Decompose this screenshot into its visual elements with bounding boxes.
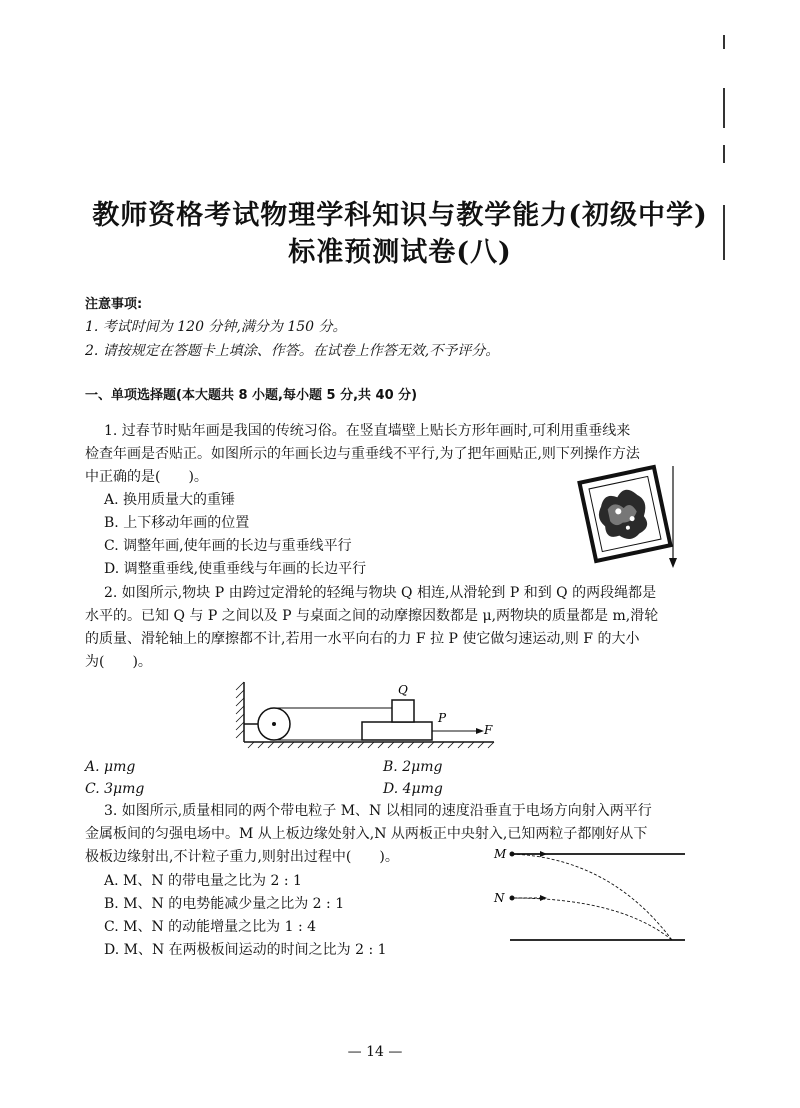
option-b: B. 上下移动年画的位置: [104, 515, 250, 531]
label-f: F: [484, 723, 493, 737]
scan-edge-mark: [723, 88, 725, 128]
option-c: C. 3μmg: [85, 781, 145, 797]
option-d: D. 4μmg: [383, 781, 443, 797]
parallel-plates-figure: [490, 840, 690, 946]
option-a: A. 换用质量大的重锤: [104, 492, 236, 508]
scan-edge-mark: [723, 145, 725, 163]
option-c: C. 调整年画,使年画的长边与重垂线平行: [104, 538, 352, 554]
page-title: 教师资格考试物理学科知识与教学能力(初级中学): [92, 200, 708, 231]
question-stem-line: 3. 如图所示,质量相同的两个带电粒子 M、N 以相同的速度沿垂直于电场方向射入两平行: [104, 803, 652, 819]
option-d: D. 调整重垂线,使重垂线与年画的长边平行: [104, 561, 367, 577]
option-b: B. M、N 的电势能减少量之比为 2 : 1: [104, 896, 345, 912]
question-stem-line: 水平的。已知 Q 与 P 之间以及 P 与桌面之间的动摩擦因数都是 μ,两物块的质量都是 m,滑轮: [85, 608, 659, 624]
question-stem-line: 的质量、滑轮轴上的摩擦都不计,若用一水平向右的力 F 拉 P 使它做匀速运动,则 F 的大小: [85, 631, 640, 647]
pulley-blocks-figure: [232, 678, 502, 750]
option-d: D. M、N 在两极板间运动的时间之比为 2 : 1: [104, 942, 387, 958]
page-number: — 14 —: [347, 1044, 403, 1060]
question-stem-line: 1. 过春节时贴年画是我国的传统习俗。在竖直墙壁上贴长方形年画时,可利用重垂线来: [104, 423, 631, 439]
question-stem-line: 检查年画是否贴正。如图所示的年画长边与重垂线不平行,为了把年画贴正,则下列操作方法: [85, 446, 640, 462]
label-q: Q: [398, 683, 408, 697]
question-stem-line: 为( )。: [85, 654, 152, 670]
question-stem-line: 2. 如图所示,物块 P 由跨过定滑轮的轻绳与物块 Q 相连,从滑轮到 P 和到 Q 的两段绳都是: [104, 585, 657, 601]
notice-item: 2. 请按规定在答题卡上填涂、作答。在试卷上作答无效,不予评分。: [85, 343, 500, 359]
notice-item: 1. 考试时间为 120 分钟,满分为 150 分。: [85, 319, 347, 335]
section-heading: 一、单项选择题(本大题共 8 小题,每小题 5 分,共 40 分): [85, 388, 418, 403]
option-c: C. M、N 的动能增量之比为 1 : 4: [104, 919, 317, 935]
option-b: B. 2μmg: [383, 759, 443, 775]
question-stem-line: 金属板间的匀强电场中。M 从上板边缘处射入,N 从两板正中央射入,已知两粒子都刚好从下: [85, 826, 648, 842]
scan-edge-mark: [723, 35, 725, 49]
question-stem-line: 极板边缘射出,不计粒子重力,则射出过程中( )。: [85, 849, 399, 865]
label-p: P: [438, 711, 447, 725]
label-m: M: [494, 847, 507, 861]
label-n: N: [494, 891, 505, 905]
question-stem-line: 中正确的是( )。: [85, 469, 208, 485]
page-subtitle: 标准预测试卷(八): [288, 237, 512, 268]
option-a: A. M、N 的带电量之比为 2 : 1: [104, 873, 302, 889]
notice-heading: 注意事项:: [85, 297, 143, 312]
new-year-painting-figure: [575, 462, 685, 572]
option-a: A. μmg: [85, 759, 136, 775]
